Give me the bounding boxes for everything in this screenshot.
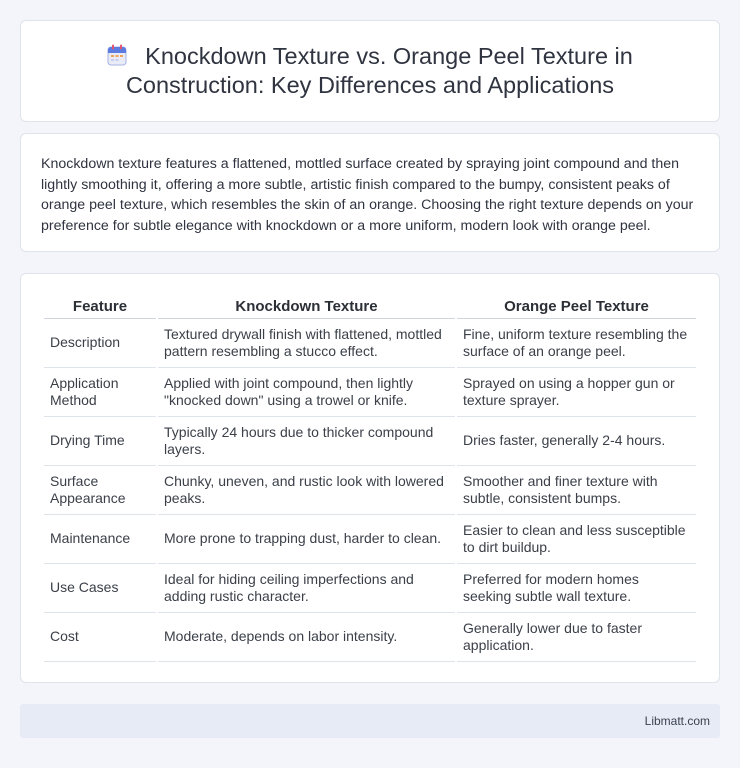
intro-paragraph: Knockdown texture features a flattened, mottled surface created by spraying joint compound and then lightly smoothing it, offering a more subtle, artistic finish compared to the bumpy, consistent peaks of orange peel texture, which resembles the skin of an orange. Choosing the right texture depends on your preference for subtle elegance with knockdown or a more uniform, modern look with orange peel.: [41, 156, 694, 234]
row-feature: Maintenance: [44, 515, 156, 564]
header-feature: Feature: [44, 294, 156, 319]
row-orange-peel: Fine, uniform texture resembling the surface of an orange peel.: [457, 319, 696, 368]
row-feature: Application Method: [44, 368, 156, 417]
comparison-card: [20, 273, 720, 683]
row-feature: Surface Appearance: [44, 466, 156, 515]
table-header-row: [44, 294, 696, 319]
table-row: [44, 564, 696, 613]
row-orange-peel: Sprayed on using a hopper gun or texture sprayer.: [457, 368, 696, 417]
row-knockdown: Ideal for hiding ceiling imperfections and adding rustic character.: [158, 564, 455, 613]
row-feature: Cost: [44, 613, 156, 662]
intro-card: [20, 133, 720, 252]
comparison-table: [42, 294, 698, 662]
row-knockdown: Typically 24 hours due to thicker compound layers.: [158, 417, 455, 466]
row-knockdown: Applied with joint compound, then lightly "knocked down" using a trowel or knife.: [158, 368, 455, 417]
table-row: [44, 368, 696, 417]
page-title-text: Knockdown Texture vs. Orange Peel Texture in Construction: Key Differences and Applications: [125, 43, 633, 98]
row-feature: Drying Time: [44, 417, 156, 466]
footer: [20, 704, 720, 738]
table-row: [44, 319, 696, 368]
row-feature: Description: [44, 319, 156, 368]
row-knockdown: More prone to trapping dust, harder to clean.: [158, 515, 455, 564]
row-knockdown: Moderate, depends on labor intensity.: [158, 613, 455, 662]
row-feature: Use Cases: [44, 564, 156, 613]
row-knockdown: Textured drywall finish with flattened, mottled pattern resembling a stucco effect.: [158, 319, 455, 368]
row-orange-peel: Easier to clean and less susceptible to dirt buildup.: [457, 515, 696, 564]
table-row: [44, 515, 696, 564]
page-title: [61, 42, 679, 100]
header-orange-peel: Orange Peel Texture: [457, 294, 696, 319]
calendar-icon: [107, 44, 127, 66]
table-row: [44, 466, 696, 515]
header-knockdown: Knockdown Texture: [158, 294, 455, 319]
row-orange-peel: Generally lower due to faster application.: [457, 613, 696, 662]
row-knockdown: Chunky, uneven, and rustic look with lowered peaks.: [158, 466, 455, 515]
table-row: [44, 417, 696, 466]
footer-site-name: Libmatt.com: [644, 714, 710, 728]
row-orange-peel: Smoother and finer texture with subtle, consistent bumps.: [457, 466, 696, 515]
title-card: [20, 20, 720, 122]
row-orange-peel: Dries faster, generally 2-4 hours.: [457, 417, 696, 466]
row-orange-peel: Preferred for modern homes seeking subtle wall texture.: [457, 564, 696, 613]
table-row: [44, 613, 696, 662]
